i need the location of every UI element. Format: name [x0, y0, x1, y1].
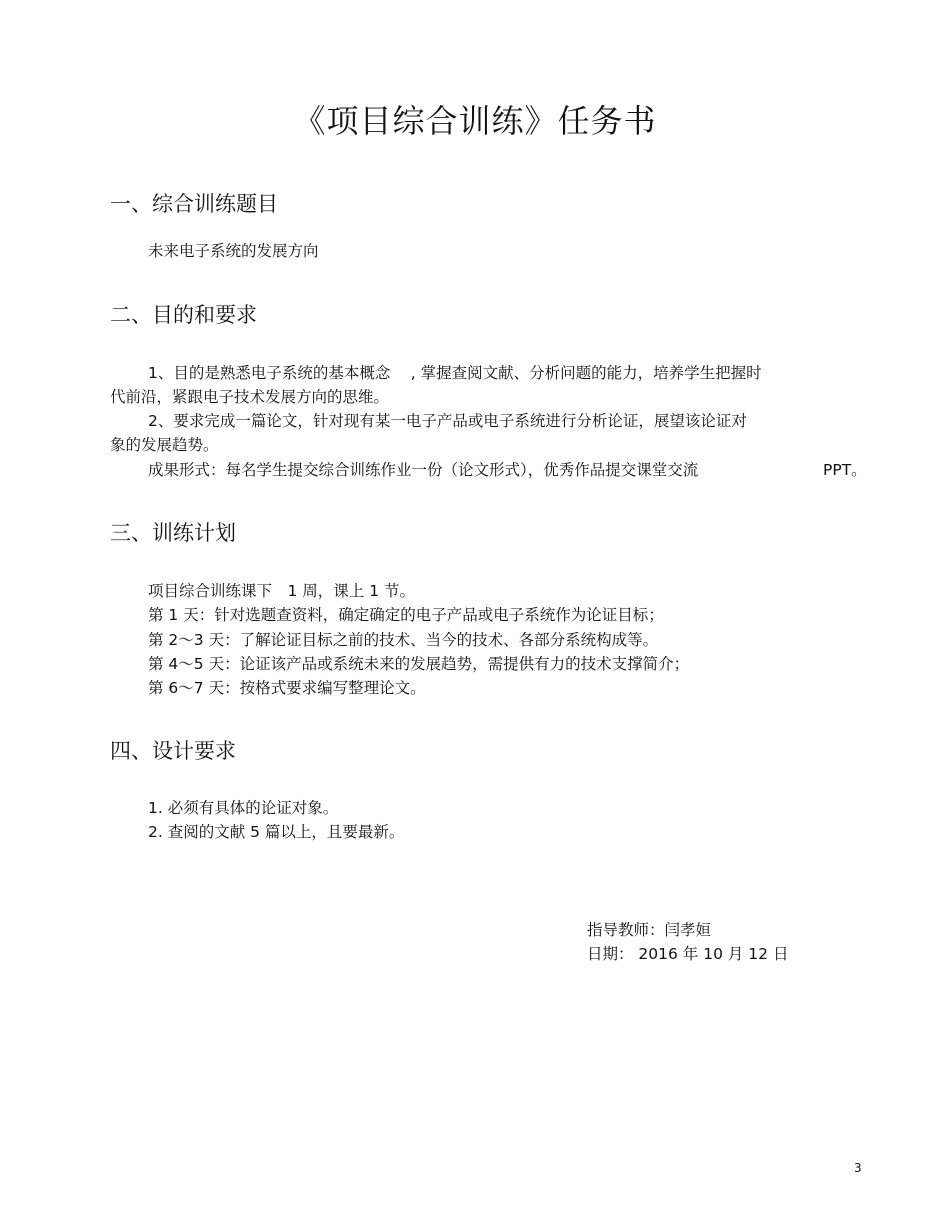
section-heading-goals: 二、目的和要求 — [110, 303, 257, 327]
plan-line: 第 2～3 天：了解论证目标之前的技术、当今的技术、各部分系统构成等。 — [148, 631, 659, 649]
design-requirement-item: 2. 查阅的文献 5 篇以上，且要最新。 — [148, 823, 405, 841]
design-requirement-item: 1. 必须有具体的论证对象。 — [148, 799, 339, 817]
instructor-signature: 指导教师：闫孝姮 — [587, 921, 712, 939]
goal-paragraph-1-line-1: 1、目的是熟悉电子系统的基本概念 , 掌握查阅文献、分析问题的能力，培养学生把握时 — [148, 364, 762, 382]
result-form-ppt: PPT。 — [823, 461, 867, 479]
page-number: 3 — [854, 1161, 862, 1175]
signature-date: 日期： 2016 年 10 月 12 日 — [587, 945, 789, 963]
training-topic: 未来电子系统的发展方向 — [148, 242, 319, 260]
section-heading-plan: 三、训练计划 — [110, 521, 236, 545]
section-heading-design: 四、设计要求 — [110, 739, 236, 763]
goal-paragraph-2-line-2: 象的发展趋势。 — [110, 436, 219, 454]
plan-line: 第 1 天：针对选题查资料，确定确定的电子产品或电子系统作为论证目标； — [148, 606, 664, 624]
plan-line: 项目综合训练课下 1 周，课上 1 节。 — [148, 582, 416, 600]
plan-line: 第 6～7 天：按格式要求编写整理论文。 — [148, 679, 426, 697]
plan-line: 第 4～5 天：论证该产品或系统未来的发展趋势，需提供有力的技术支撑简介； — [148, 655, 690, 673]
document-title: 《项目综合训练》任务书 — [293, 102, 657, 140]
result-form-text: 成果形式：每名学生提交综合训练作业一份（论文形式），优秀作品提交课堂交流 — [148, 461, 699, 479]
goal-paragraph-1-line-2: 代前沿，紧跟电子技术发展方向的思维。 — [110, 388, 390, 406]
section-heading-topic: 一、综合训练题目 — [110, 192, 278, 216]
goal-paragraph-2-line-1: 2、要求完成一篇论文，针对现有某一电子产品或电子系统进行分析论证，展望该论证对 — [148, 412, 747, 430]
